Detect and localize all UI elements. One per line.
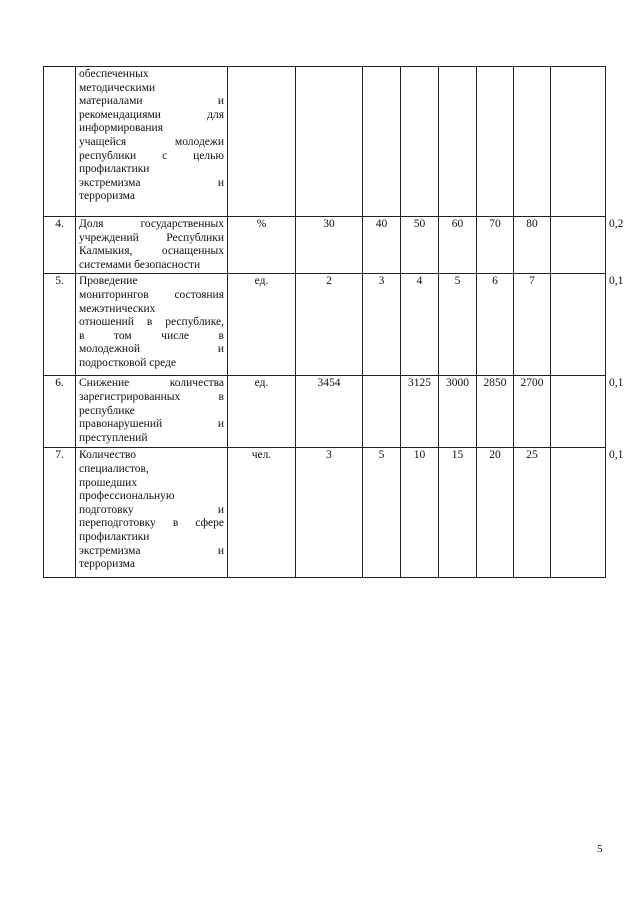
indicator-name-line: рекомендациями для [79,108,224,121]
indicator-name-line: экстремизма и [79,176,224,189]
row-number-cell: 5. [44,274,76,376]
year-value-cell [401,67,439,217]
base-value-cell: 3 [296,448,363,578]
indicator-name-line: методическими [79,81,156,94]
year-value-cell: 2700 [514,376,551,448]
indicator-name-line: республике [79,404,135,417]
row-number-cell: 4. [44,217,76,274]
indicator-name-line: системами безопасности [79,258,201,271]
year-value-cell: 60 [439,217,477,274]
year-value-cell [514,67,551,217]
indicator-name-line: Количество [79,449,136,462]
year-value-cell: 4 [401,274,439,376]
base-value-cell: 3454 [296,376,363,448]
year-value-cell: 70 [477,217,514,274]
year-value-cell: 5 [363,448,401,578]
year-value-cell [363,67,401,217]
year-value-cell [551,448,606,578]
table-body [44,67,624,578]
indicator-name-line: зарегистрированных в [79,390,224,403]
year-value-cell: 25 [514,448,551,578]
indicator-name-line: экстремизма и [79,544,224,557]
indicator-name-line: межэтнических [79,302,156,315]
year-value-cell: 2850 [477,376,514,448]
indicator-name-line: молодежной и [79,343,224,356]
unit-cell: ед. [228,376,296,448]
indicators-table [43,66,624,578]
indicator-name-line: Калмыкия, оснащенных [79,245,224,258]
indicator-name-line: профилактики [79,530,150,543]
year-value-cell [477,67,514,217]
indicator-name-line: переподготовку в сфере [79,517,224,530]
year-value-cell: 5 [439,274,477,376]
unit-cell: % [228,217,296,274]
unit-cell: ед. [228,274,296,376]
indicator-name-cell [76,274,228,376]
table-row: 4. Доля государственных учреждений Республики Калмыкия, оснащенных системами безопасности % 30 40 50 60 70 80 0,2 [44,217,606,274]
table-row [44,67,606,217]
row-number-cell: 7. [44,448,76,578]
indicator-name-line: в том числе в [79,329,224,342]
indicator-name-line: информирования [79,122,163,135]
year-value-cell [551,376,606,448]
row-number-cell: 6. [44,376,76,448]
indicator-name-line: профилактики [79,163,150,176]
year-value-cell: 80 [514,217,551,274]
indicator-name-line: республики с целью [79,149,224,162]
unit-cell: чел. [228,448,296,578]
indicator-name-line: отношений в республике, [79,316,224,329]
table-row: 6. Снижение количества зарегистрированных в республике правонарушений и преступлений ед. 3454 3125 3000 2850 2700 0,1 [44,376,606,448]
indicator-name-line: материалами и [79,95,224,108]
indicator-name-cell [76,376,228,448]
indicator-name-line: подростковой среде [79,356,176,369]
year-value-cell: 3 [363,274,401,376]
indicator-name-line: учащейся молодежи [79,135,224,148]
year-value-cell [551,217,606,274]
indicator-name-line: подготовку и [79,503,224,516]
indicator-name-line: учреждений Республики [79,231,224,244]
indicator-name-line: правонарушений и [79,418,224,431]
unit-cell [228,67,296,217]
table-row: 5. Проведение мониторингов состояния межэтнических отношений в республике, в том числе в молодежной и подростковой среде ед. 2 3 4 5 6 7 0,1 [44,274,606,376]
year-value-cell [551,67,606,217]
year-value-cell: 50 [401,217,439,274]
year-value-cell: 3000 [439,376,477,448]
year-value-cell: 20 [477,448,514,578]
indicator-name-line: Доля государственных [79,218,224,230]
indicator-name-line: преступлений [79,431,148,444]
indicator-name-line: терроризма [79,558,135,571]
indicator-name-line: профессиональную [79,490,175,503]
year-value-cell: 6 [477,274,514,376]
table-row: 7. Количество специалистов, прошедших профессиональную подготовку и переподготовку в сфере профилактики экстремизма и терроризма чел. 3 5 10 15 20 25 0,1 [44,448,606,578]
base-value-cell: 30 [296,217,363,274]
indicator-name-cell [76,448,228,578]
base-value-cell [296,67,363,217]
base-value-cell: 2 [296,274,363,376]
year-value-cell: 40 [363,217,401,274]
indicator-name-line: Проведение [79,275,138,288]
year-value-cell [439,67,477,217]
year-value-cell: 15 [439,448,477,578]
indicator-name-line: обеспеченных [79,68,149,80]
page-number: 5 [597,843,603,855]
row-number-cell [44,67,76,217]
indicator-name-line: специалистов, [79,462,149,475]
indicator-name-cell [76,217,228,274]
indicator-name-cell [76,67,228,217]
year-value-cell: 10 [401,448,439,578]
indicator-name-line: терроризма [79,190,135,203]
year-value-cell: 3125 [401,376,439,448]
indicator-name-line: Снижение количества [79,377,224,390]
year-value-cell: 7 [514,274,551,376]
indicator-name-line: прошедших [79,476,138,489]
year-value-cell [551,274,606,376]
year-value-cell [363,376,401,448]
indicator-name-line: мониторингов состояния [79,288,224,301]
